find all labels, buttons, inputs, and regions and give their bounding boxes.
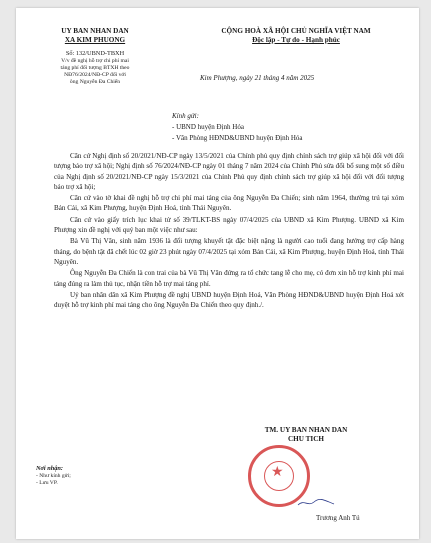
org-line1: UY BAN NHAN DAN (61, 27, 129, 35)
signature-block (226, 426, 386, 444)
body-paragraph: Căn cứ vào giấy trích lục khai tử số 39/TLKT-BS ngày 07/4/2025 của UBND xã Kim Phượng. UBND xã Kim Phượng xin đề nghị với quý ban một việc như sau: (54, 215, 404, 235)
subject-line4: ông Nguyễn Đa Chiến (69, 78, 121, 85)
recipients-list (172, 122, 303, 144)
recipient-item: - UBND huyện Định Hóa (172, 123, 244, 131)
recipient-item: - Văn Phòng HĐND&UBND huyện Định Hóa (172, 134, 303, 142)
body-paragraph: Ông Nguyễn Đa Chiến là con trai của bà Vũ Thị Vân đứng ra tổ chức tang lễ cho mẹ, có đơn xin hỗ trợ kinh phí mai táng đúng ra làm thủ tục, nhận tiền hỗ trợ mai táng phí. (54, 269, 404, 288)
subject-line2: táng phí đối tượng BTXH theo (60, 64, 130, 71)
subject-line3: NĐ76/2024/NĐ-CP đối với (64, 71, 126, 78)
org-line2: XA KIM PHUONG (64, 36, 126, 44)
footer-item: - Lưu VP. (36, 479, 58, 486)
recipients-label: Kính gửi: (172, 112, 199, 120)
motto: Độc lập - Tự do - Hạnh phúc (252, 36, 340, 44)
document-page (16, 8, 419, 539)
header-left (30, 27, 160, 86)
doc-number: Số: 132/UBND-TBXH (65, 50, 125, 57)
handwritten-signature-icon (296, 498, 336, 508)
body-paragraph: Căn cứ Nghị định số 20/2021/NĐ-CP ngày 13/5/2021 của Chính phủ quy định chính sách trợ giúp xã hội đối với đối tượng bảo trợ xã hội; Nghị định số 76/2024/NĐ-CP ngày 01 tháng 7 năm 2024 của Chính Phủ sửa đổi bổ sung một số điều của Nghị định số 20/2021/NĐ-CP ngày 15/3/2021 của Chính Phủ quy định chính sách trợ giúp xã hội đối với đối tượng bảo trợ xã hội; (54, 152, 404, 191)
seal-star-icon: ★ (271, 464, 284, 480)
body-paragraph: Uỷ ban nhân dân xã Kim Phượng đề nghị UBND huyện Định Hoá, Văn Phòng HĐND&UBND huyện Định Hoá xét duyệt hỗ trợ kinh phí mai táng cho ông Nguyễn Đa Chiến theo quy định./. (54, 290, 404, 310)
body-paragraph: Bà Vũ Thị Vân, sinh năm 1936 là đối tượng khuyết tật đặc biệt nặng là người cao tuổi đang hưởng trợ cấp hàng tháng, do bệnh tật đã chết lúc 02 giờ 23 phút ngày 07/4/2025 tại xóm Bản Cải, xã Kim Phượng, huyện Định Hoá, tỉnh Thái Nguyên. (54, 237, 404, 266)
subject-line1: V/v đề nghị hỗ trợ chi phí mai (61, 57, 129, 64)
signature-title: CHU TICH (287, 435, 324, 443)
body-paragraph: Căn cứ vào tờ khai đề nghị hỗ trợ chi phí mai táng của ông Nguyễn Đa Chiến; sinh năm 1964, thường trú tại xóm Bản Cải, xã Kim Phượng, huyện Định Hoá, tỉnh Thái Nguyên. (54, 194, 404, 213)
place-date: Kim Phượng, ngày 21 tháng 4 năm 2025 (200, 74, 315, 82)
footer-label: Nơi nhận: (36, 465, 64, 472)
signer-name: Trương Anh Tú (316, 514, 360, 522)
footer-recipients (36, 465, 71, 487)
header-right (176, 27, 416, 45)
footer-item: - Như kính gửi; (36, 472, 71, 479)
document-body (54, 151, 404, 311)
signature-org: TM. UY BAN NHAN DAN (264, 426, 348, 434)
nation-title: CỘNG HOÀ XÃ HỘI CHỦ NGHĨA VIỆT NAM (221, 27, 371, 35)
